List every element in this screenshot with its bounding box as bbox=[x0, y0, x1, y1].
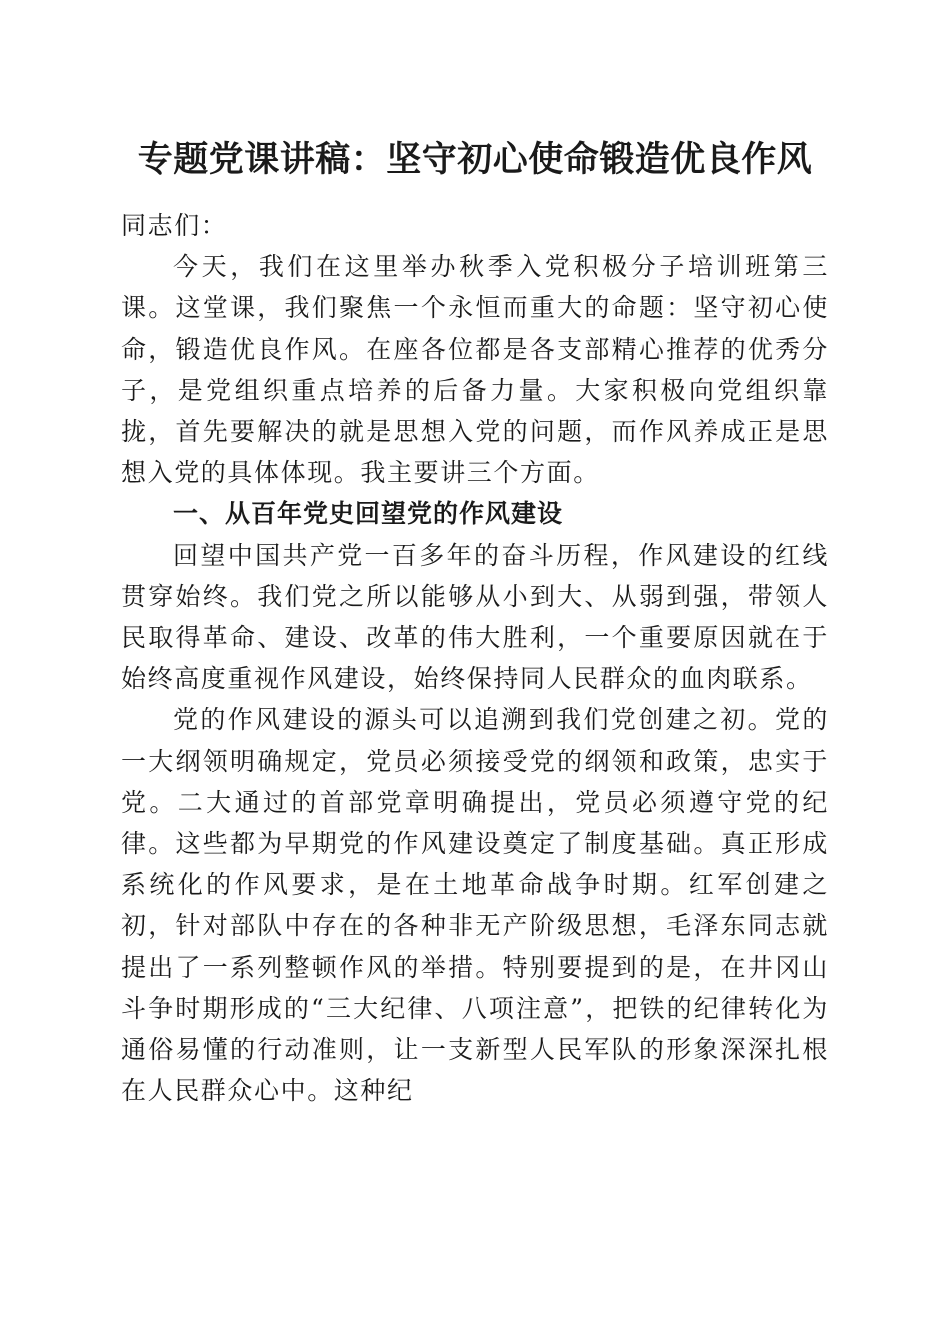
page-title: 专题党课讲稿：坚守初心使命锻造优良作风 bbox=[137, 139, 813, 180]
document-body bbox=[121, 205, 829, 1111]
section-heading-1: 一、从百年党史回望党的作风建设 bbox=[173, 499, 564, 529]
paragraph-history-overview: 回望中国共产党一百多年的奋斗历程，作风建设的红线贯穿始终。我们党之所以能够从小到大、从弱到强，带领人民取得革命、建设、改革的伟大胜利，一个重要原因就在于始终高度重视作风建设，始终保持同人民群众的血肉联系。 bbox=[121, 540, 829, 694]
paragraph-history-origin: 党的作风建设的源头可以追溯到我们党创建之初。党的一大纲领明确规定，党员必须接受党的纲领和政策，忠实于党。二大通过的首部党章明确提出，党员必须遵守党的纪律。这些都为早期党的作风建设奠定了制度基础。真正形成系统化的作风要求，是在土地革命战争时期。红军创建之初，针对部队中存在的各种非无产阶级思想，毛泽东同志就提出了一系列整顿作风的举措。特别要提到的是，在井冈山斗争时期形成的“三大纪律、八项注意”，把铁的纪律转化为通俗易懂的行动准则，让一支新型人民军队的形象深深扎根在人民群众心中。这种纪 bbox=[121, 705, 829, 1106]
salutation: 同志们： bbox=[121, 211, 228, 240]
paragraph-intro: 今天，我们在这里举办秋季入党积极分子培训班第三课。这堂课，我们聚焦一个永恒而重大的命题：坚守初心使命，锻造优良作风。在座各位都是各支部精心推荐的优秀分子，是党组织重点培养的后备力量。大家积极向党组织靠拢，首先要解决的就是思想入党的问题，而作风养成正是思想入党的具体体现。我主要讲三个方面。 bbox=[121, 252, 829, 488]
